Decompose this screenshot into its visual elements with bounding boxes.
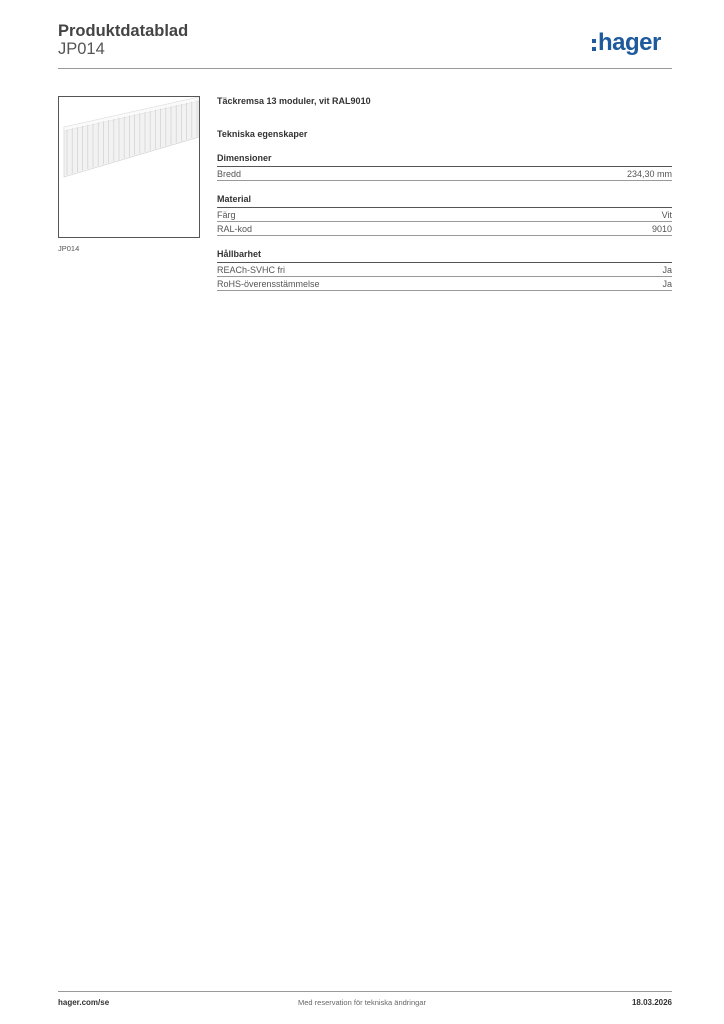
spec-group-dimensions (217, 153, 672, 181)
spec-label: Bredd (217, 169, 242, 179)
spec-value: Ja (662, 279, 672, 289)
spec-content (217, 96, 672, 291)
spec-label: Färg (217, 210, 236, 220)
spec-value: 9010 (651, 224, 672, 234)
spec-row (217, 167, 672, 181)
spec-row (217, 222, 672, 236)
footer-website-link[interactable]: hager.com/se (58, 998, 110, 1007)
footer-divider (58, 991, 672, 992)
product-image (58, 96, 200, 238)
group-heading: Hållbarhet (217, 249, 672, 263)
spec-value: Vit (661, 210, 672, 220)
logo-dots-icon (592, 39, 596, 51)
cover-strip-image (59, 97, 199, 237)
tech-properties-heading: Tekniska egenskaper (217, 129, 308, 139)
spec-group-material (217, 194, 672, 236)
group-heading: Dimensioner (217, 153, 672, 167)
spec-group-sustainability (217, 249, 672, 291)
spec-label: RAL-kod (217, 224, 253, 234)
spec-value: Ja (662, 265, 672, 275)
spec-value: 234,30 mm (626, 169, 672, 179)
footer-disclaimer: Med reservation för tekniska ändringar (298, 998, 426, 1007)
spec-label: RoHS-överensstämmelse (217, 279, 320, 289)
spec-row (217, 277, 672, 291)
hager-logo (592, 29, 661, 57)
group-heading: Material (217, 194, 672, 208)
header-divider (58, 68, 672, 69)
spec-label: REACh-SVHC fri (217, 265, 286, 275)
footer-date: 18.03.2026 (631, 998, 672, 1007)
spec-row (217, 263, 672, 277)
image-caption: JP014 (58, 244, 80, 253)
spec-row (217, 208, 672, 222)
product-title: Täckremsa 13 moduler, vit RAL9010 (217, 96, 371, 106)
page-title: Produktdatablad (58, 22, 189, 40)
logo-text: hager (598, 29, 661, 56)
product-code: JP014 (58, 40, 105, 58)
